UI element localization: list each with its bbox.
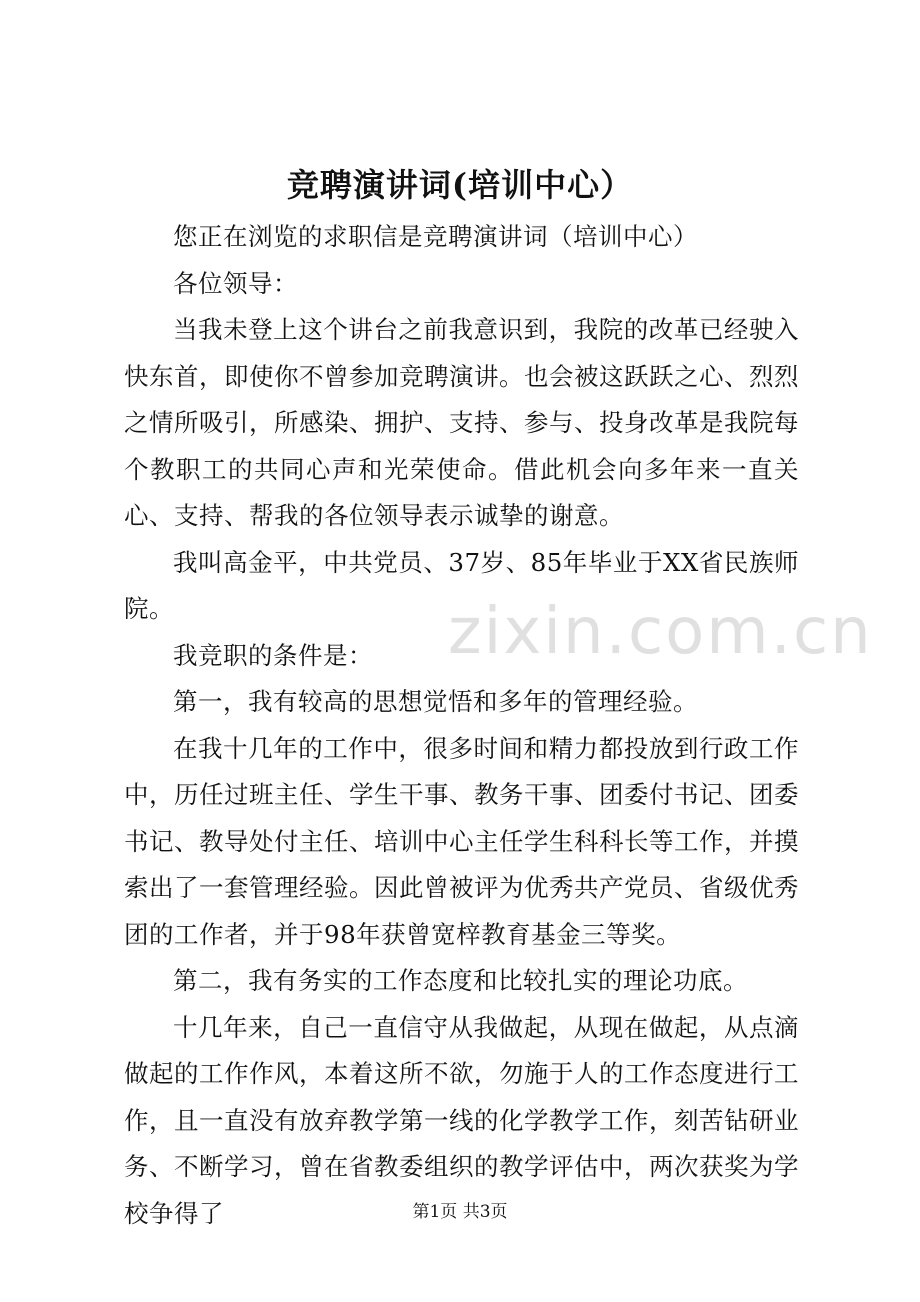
paragraph-condition-one: 第一，我有较高的思想觉悟和多年的管理经验。 — [173, 687, 698, 716]
document-title: 竞聘演讲词(培训中心） — [286, 166, 634, 204]
paragraph-salutation: 各位领导： — [173, 268, 298, 298]
paragraph-condition-two: 第二，我有务实的工作态度和比较扎实的理论功底。 — [173, 966, 748, 995]
page-footer: 第1页 共3页 — [412, 1202, 508, 1222]
document-body — [124, 214, 799, 1237]
paragraph-work-history: 在我十几年的工作中，很多时间和精力都投放到行政工作中，历任过班主任、学生干事、教务干事、团委付书记、团委书记、教导处付主任、培训中心主任学生科科长等工作，并摸索出了一套管理经验。因此曾被评为优秀共产党员、省级优秀团的工作者，并于98年获曾宽梓教育基金三等奖。 — [124, 733, 799, 949]
paragraph-self-introduction: 我叫高金平，中共党员、37岁、85年毕业于XX省民族师院。 — [124, 547, 799, 623]
paragraph-intro: 您正在浏览的求职信是竞聘演讲词（培训中心） — [173, 222, 698, 251]
paragraph-conditions-heading: 我竞职的条件是： — [173, 640, 373, 670]
paragraph-opening: 当我未登上这个讲台之前我意识到，我院的改革已经驶入快东首，即使你不曾参加竞聘演讲。也会被这跃跃之心、烈烈之情所吸引，所感染、拥护、支持、参与、投身改革是我院每个教职工的共同心声和光荣使命。借此机会向多年来一直关心、支持、帮我的各位领导表示诚挚的谢意。 — [124, 315, 799, 530]
paragraph-work-attitude: 十几年来，自己一直信守从我做起，从现在做起，从点滴做起的工作作风，本着这所不欲，勿施于人的工作态度进行工作，且一直没有放弃教学第一线的化学教学工作，刻苦钻研业务、不断学习，曾在省教委组织的教学评估中，两次获奖为学校争得了 — [124, 1012, 799, 1228]
watermark: zixin.com.cn — [448, 595, 873, 669]
